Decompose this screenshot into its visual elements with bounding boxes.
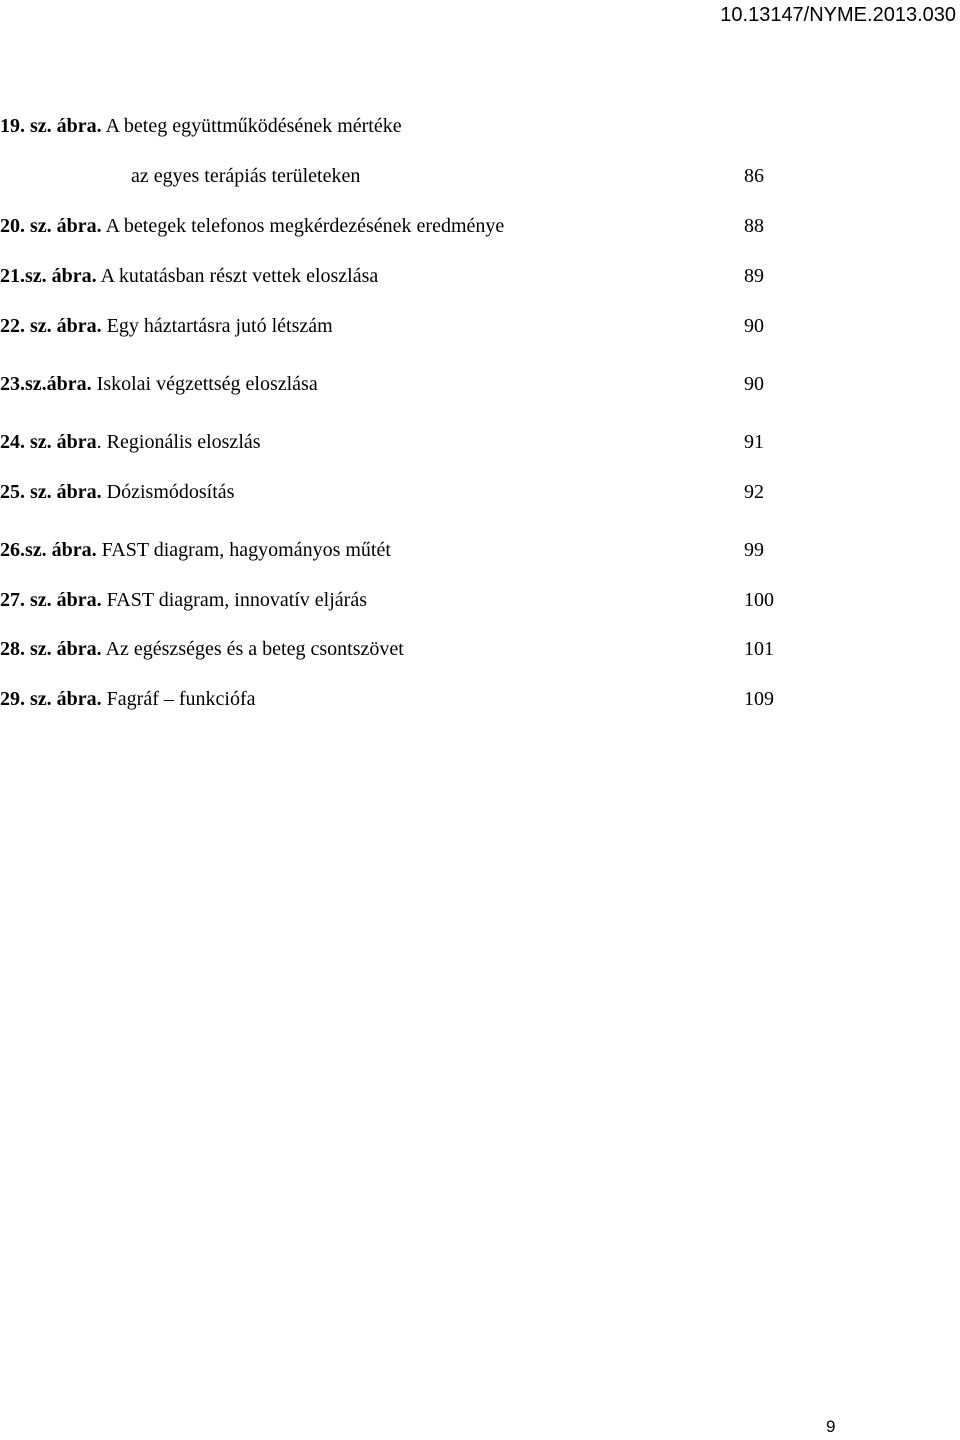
toc-entry-page: 88 — [744, 215, 764, 237]
toc-entry-label — [0, 536, 391, 564]
toc-entry-prefix: 24. sz. ábra — [0, 431, 97, 453]
toc-entry-page: 90 — [744, 315, 764, 337]
toc-entry — [0, 370, 960, 398]
toc-entry-prefix: 22. sz. ábra. — [0, 315, 102, 337]
toc-entry-page: 109 — [744, 688, 774, 710]
toc-entry — [0, 112, 960, 140]
toc-entry-prefix: 25. sz. ábra. — [0, 481, 102, 503]
toc-entry-label — [0, 370, 318, 398]
toc-entry-continuation — [0, 162, 960, 190]
toc-entry-prefix: 28. sz. ábra. — [0, 638, 102, 660]
toc-entry-label — [0, 635, 404, 663]
toc-entry-title: . Regionális eloszlás — [96, 431, 261, 453]
toc-entry-label — [0, 685, 256, 713]
toc-entry — [0, 312, 960, 340]
toc-entry-page: 86 — [744, 165, 764, 187]
toc-entry-prefix: 21.sz. ábra. — [0, 265, 97, 287]
toc-entry-page: 89 — [744, 265, 764, 287]
toc-entry-title: FAST diagram, hagyományos műtét — [101, 539, 391, 561]
toc-entry-title: A beteg együttműködésének mértéke — [105, 115, 402, 137]
toc-entry-page: 100 — [744, 589, 774, 611]
toc-entry-label — [0, 312, 333, 340]
toc-entry-title: FAST diagram, innovatív eljárás — [106, 589, 367, 611]
toc-entry — [0, 262, 960, 290]
toc-entry — [0, 478, 960, 506]
toc-entry-prefix: 20. sz. ábra. — [0, 215, 102, 237]
toc-entry-label — [0, 212, 504, 240]
toc-entry-title: Az egészséges és a beteg csontszövet — [105, 638, 404, 660]
toc-entry-prefix: 23.sz.ábra. — [0, 373, 92, 395]
toc-entry — [0, 428, 960, 456]
toc-entry-prefix: 29. sz. ábra. — [0, 688, 102, 710]
toc-entry-title: A betegek telefonos megkérdezésének eredménye — [105, 215, 505, 237]
toc-entry-page: 101 — [744, 638, 774, 660]
toc-entry-page: 92 — [744, 481, 764, 503]
toc-entry-title: az egyes terápiás területeken — [131, 165, 361, 187]
doi-header: 10.13147/NYME.2013.030 — [720, 4, 956, 26]
toc-entry-page: 91 — [744, 431, 764, 453]
toc-entry-title: Dózismódosítás — [106, 481, 235, 503]
toc-entry-title: Fagráf – funkciófa — [106, 688, 256, 710]
toc-entry — [0, 635, 960, 663]
toc-entry — [0, 685, 960, 713]
toc-entry-prefix: 27. sz. ábra. — [0, 589, 102, 611]
toc-entry-page: 90 — [744, 373, 764, 395]
page-number: 9 — [826, 1417, 836, 1436]
toc-entry-label — [0, 112, 402, 140]
toc-entry-label — [0, 262, 378, 290]
toc-entry — [0, 586, 960, 614]
toc-entry-page: 99 — [744, 539, 764, 561]
toc-entry-title: A kutatásban részt vettek eloszlása — [100, 265, 379, 287]
toc-entry — [0, 212, 960, 240]
toc-entry-label — [0, 478, 234, 506]
toc-entry — [0, 536, 960, 564]
toc-entry-label — [0, 586, 367, 614]
toc-entry-label — [0, 428, 261, 456]
toc-entry-prefix: 19. sz. ábra. — [0, 115, 102, 137]
toc-entry-prefix: 26.sz. ábra. — [0, 539, 97, 561]
toc-entry-title: Egy háztartásra jutó létszám — [106, 315, 333, 337]
toc-entry-title: Iskolai végzettség eloszlása — [96, 373, 318, 395]
